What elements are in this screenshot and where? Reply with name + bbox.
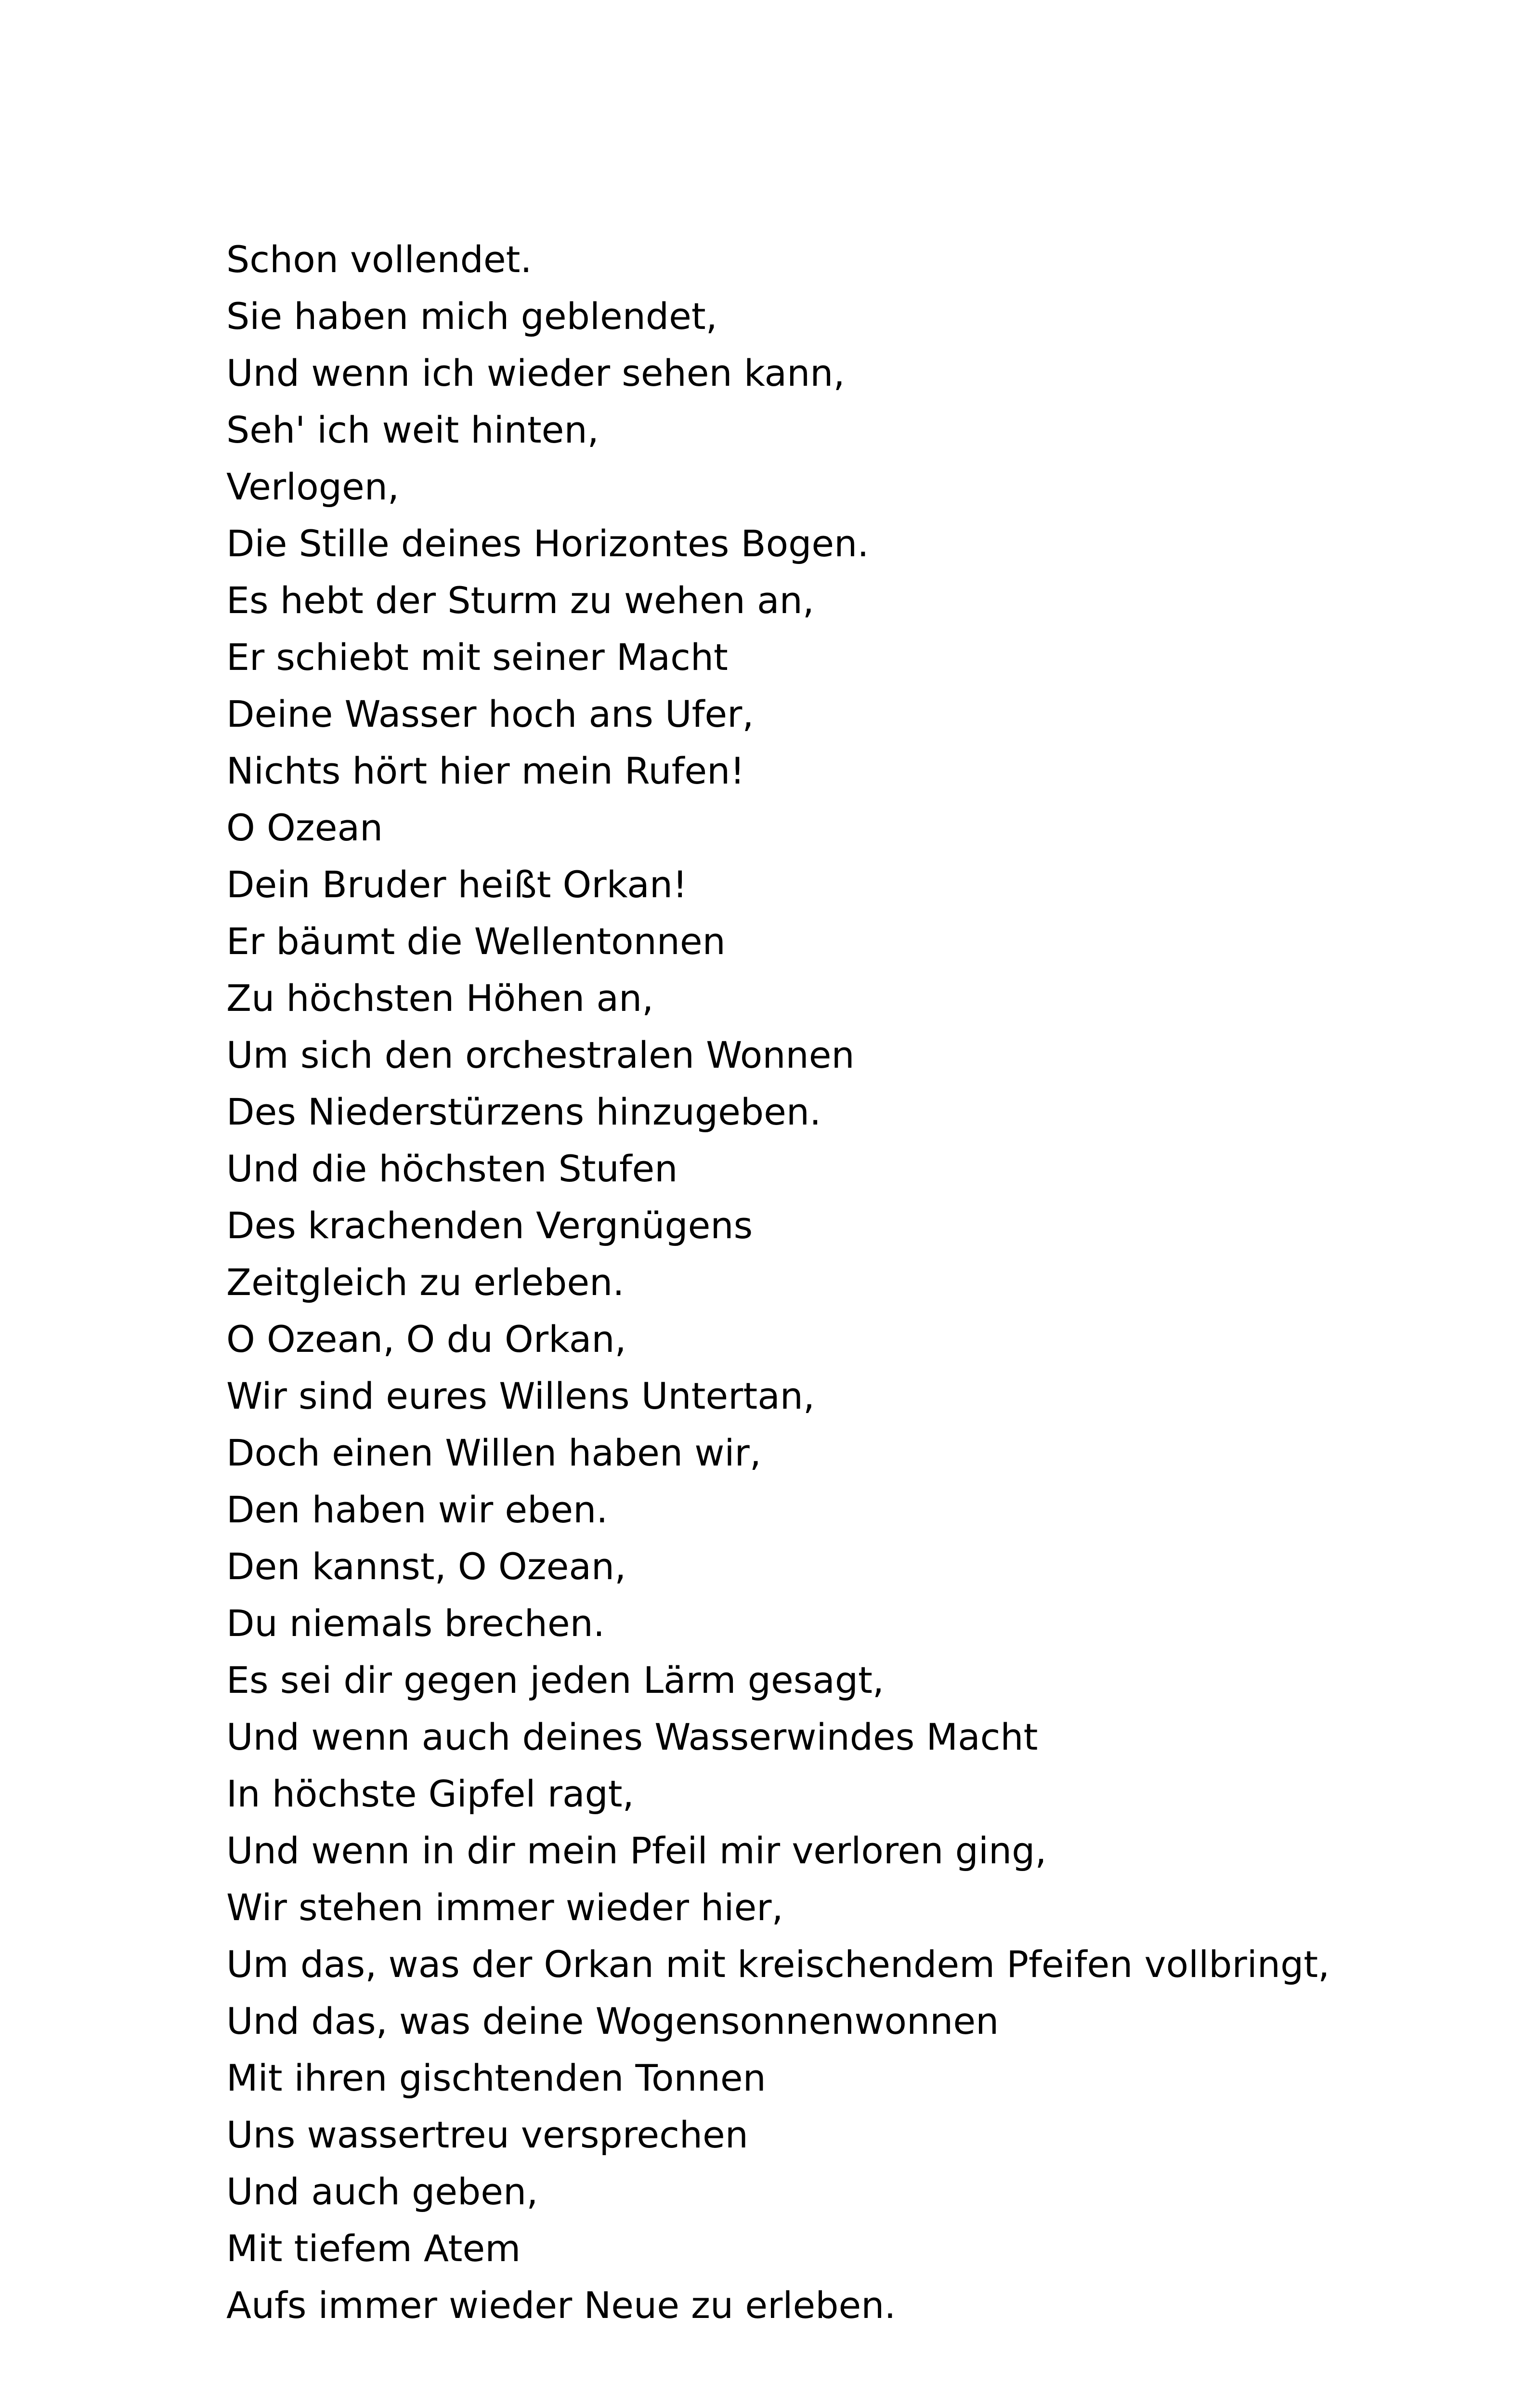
poem-line: O Ozean <box>226 806 383 849</box>
poem-line: Dein Bruder heißt Orkan! <box>226 863 688 906</box>
poem-line: Er bäumt die Wellentonnen <box>226 920 726 963</box>
poem-line: Und die höchsten Stufen <box>226 1147 678 1190</box>
poem-line: Du niemals brechen. <box>226 1602 605 1645</box>
poem-line: Und auch geben, <box>226 2170 538 2213</box>
poem-line: Die Stille deines Horizontes Bogen. <box>226 522 869 565</box>
poem-line: Und das, was deine Wogensonnenwonnen <box>226 2000 999 2042</box>
poem-text <box>226 231 1478 2334</box>
poem-line: O Ozean, O du Orkan, <box>226 1318 626 1361</box>
poem-line: Und wenn ich wieder sehen kann, <box>226 352 845 394</box>
poem-line: Verlogen, <box>226 465 400 508</box>
poem-line: Er schiebt mit seiner Macht <box>226 636 728 679</box>
poem-line: Zeitgleich zu erleben. <box>226 1261 625 1304</box>
poem-line: Sie haben mich geblendet, <box>226 295 717 338</box>
poem-line: Den haben wir eben. <box>226 1488 608 1531</box>
poem-line: Seh' ich weit hinten, <box>226 408 599 451</box>
poem-line: Aufs immer wieder Neue zu erleben. <box>226 2284 896 2327</box>
poem-line: Mit tiefem Atem <box>226 2227 521 2270</box>
poem-line: Wir stehen immer wieder hier, <box>226 1886 783 1929</box>
poem-line: Des krachenden Vergnügens <box>226 1204 753 1247</box>
poem-line: Deine Wasser hoch ans Ufer, <box>226 693 754 735</box>
poem-line: Doch einen Willen haben wir, <box>226 1431 761 1474</box>
poem-line: Und wenn in dir mein Pfeil mir verloren ging, <box>226 1829 1047 1872</box>
poem-line: Und wenn auch deines Wasserwindes Macht <box>226 1715 1038 1758</box>
poem-line: Mit ihren gischtenden Tonnen <box>226 2056 766 2099</box>
poem-line: In höchste Gipfel ragt, <box>226 1772 634 1815</box>
poem-line: Den kannst, O Ozean, <box>226 1545 626 1588</box>
poem-line: Nichts hört hier mein Rufen! <box>226 749 745 792</box>
poem-line: Schon vollendet. <box>226 238 532 281</box>
poem-line: Uns wassertreu versprechen <box>226 2113 748 2156</box>
poem-line: Es sei dir gegen jeden Lärm gesagt, <box>226 1659 885 1701</box>
poem-line: Wir sind eures Willens Untertan, <box>226 1374 815 1417</box>
poem-line: Des Niederstürzens hinzugeben. <box>226 1090 821 1133</box>
poem-line: Um sich den orchestralen Wonnen <box>226 1034 855 1076</box>
poem-line: Zu höchsten Höhen an, <box>226 977 654 1020</box>
poem-line: Es hebt der Sturm zu wehen an, <box>226 579 814 622</box>
poem-line: Um das, was der Orkan mit kreischendem Pfeifen vollbringt, <box>226 1943 1330 1986</box>
